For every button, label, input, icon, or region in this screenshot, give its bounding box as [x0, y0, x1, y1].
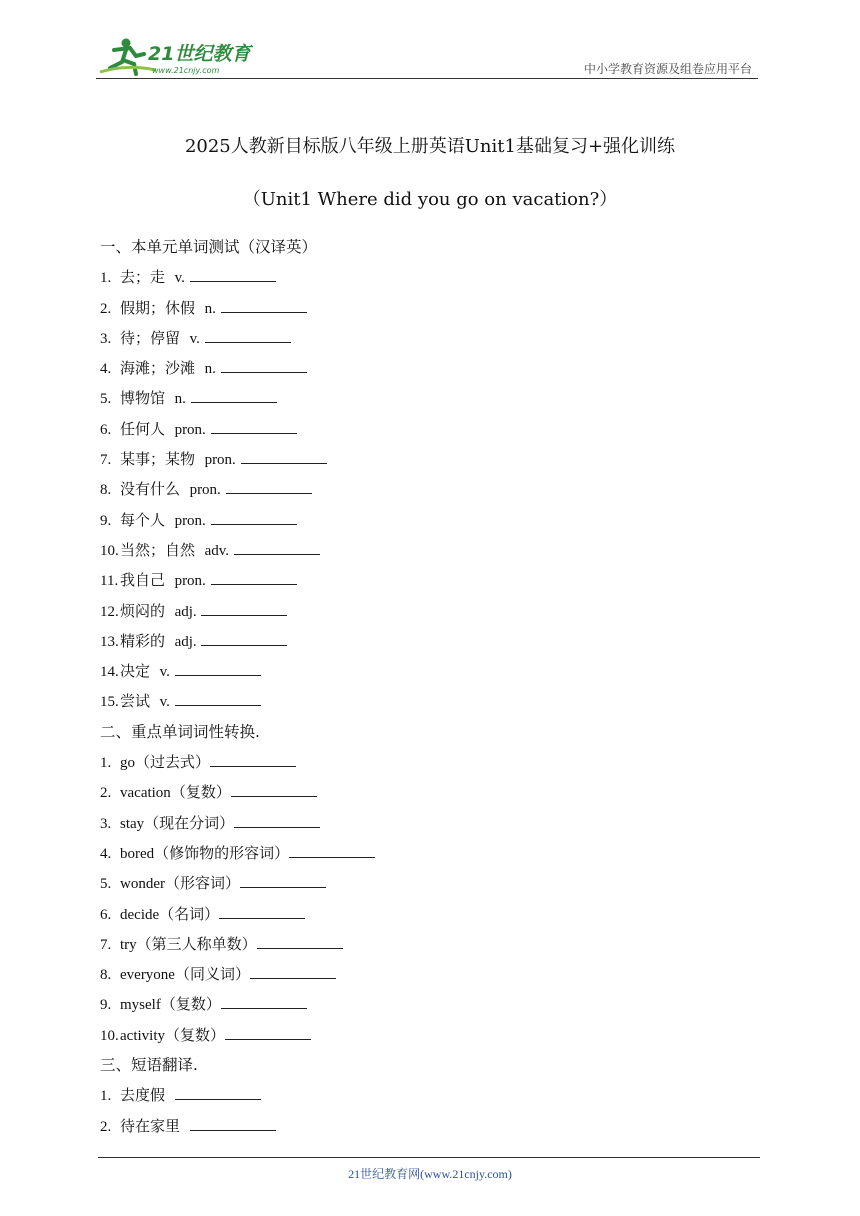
conversion-hint: （复数）	[170, 783, 231, 802]
item-number: 6.	[100, 421, 112, 438]
conversion-item	[100, 747, 740, 777]
item-number: 9.	[100, 512, 112, 529]
vocab-item	[100, 353, 740, 383]
phrase-item	[100, 1080, 740, 1110]
vocab-item	[100, 383, 740, 413]
item-number: 4.	[100, 361, 112, 378]
chinese-meaning: 没有什么	[120, 480, 181, 499]
item-number: 4.	[100, 845, 112, 862]
conversion-item	[100, 808, 740, 838]
base-word: activity	[120, 1027, 165, 1044]
page-subtitle: （Unit1 Where did you go on vacation?）	[242, 189, 618, 210]
answer-blank[interactable]	[289, 843, 375, 858]
part-of-speech: v.	[189, 330, 200, 347]
item-number: 8.	[100, 967, 112, 984]
vocab-item	[100, 414, 740, 444]
item-number: 13.	[100, 633, 119, 650]
platform-label: 中小学教育资源及组卷应用平台	[583, 62, 752, 76]
part-of-speech: pron.	[189, 482, 221, 499]
answer-blank[interactable]	[201, 601, 287, 616]
item-number: 2.	[100, 300, 112, 317]
item-number: 9.	[100, 997, 112, 1014]
page-header	[96, 30, 760, 80]
answer-blank[interactable]	[190, 1116, 276, 1131]
item-number: 1.	[100, 270, 112, 287]
logo-url-text: www.21cnjy.com	[152, 66, 220, 75]
section2-list	[100, 747, 740, 1050]
phrase-item	[100, 1111, 740, 1141]
item-number: 15.	[100, 694, 119, 711]
answer-blank[interactable]	[250, 964, 336, 979]
vocab-item	[100, 596, 740, 626]
part-of-speech: v.	[159, 694, 170, 711]
base-word: try	[120, 936, 137, 953]
conversion-hint: （过去式）	[135, 753, 211, 772]
vocab-item	[100, 505, 740, 535]
part-of-speech: pron.	[174, 573, 206, 590]
answer-blank[interactable]	[241, 449, 327, 464]
part-of-speech: pron.	[174, 421, 206, 438]
item-number: 3.	[100, 815, 112, 832]
chinese-meaning: 我自己	[120, 571, 166, 590]
answer-blank[interactable]	[175, 691, 261, 706]
conversion-item	[100, 868, 740, 898]
item-number: 1.	[100, 1088, 112, 1105]
base-word: decide	[120, 906, 160, 923]
chinese-meaning: 当然；自然	[120, 540, 196, 559]
answer-blank[interactable]	[175, 1085, 261, 1100]
part-of-speech: adj.	[174, 633, 197, 650]
item-number: 7.	[100, 452, 112, 469]
answer-blank[interactable]	[191, 388, 277, 403]
part-of-speech: v.	[159, 664, 170, 681]
item-number: 11.	[100, 573, 119, 590]
conversion-item	[100, 929, 740, 959]
item-number: 10.	[100, 542, 119, 559]
section1-list	[100, 262, 740, 716]
part-of-speech: adv.	[204, 542, 229, 559]
chinese-meaning: 尝试	[120, 692, 151, 711]
vocab-item	[100, 626, 740, 656]
item-number: 2.	[100, 785, 112, 802]
answer-blank[interactable]	[219, 904, 305, 919]
item-number: 5.	[100, 391, 112, 408]
item-number: 12.	[100, 603, 119, 620]
answer-blank[interactable]	[205, 328, 291, 343]
chinese-meaning: 烦闷的	[120, 601, 166, 620]
item-number: 6.	[100, 906, 112, 923]
answer-blank[interactable]	[240, 873, 326, 888]
part-of-speech: v.	[174, 270, 185, 287]
answer-blank[interactable]	[190, 267, 276, 282]
section2-heading: 二、重点单词词性转换.	[100, 722, 260, 741]
answer-blank[interactable]	[234, 540, 320, 555]
conversion-hint: （复数）	[160, 995, 221, 1014]
vocab-item	[100, 686, 740, 716]
item-number: 1.	[100, 755, 112, 772]
conversion-hint: （现在分词）	[144, 813, 235, 832]
part-of-speech: pron.	[174, 512, 206, 529]
section1-heading: 一、本单元单词测试（汉译英）	[100, 238, 318, 256]
answer-blank[interactable]	[211, 570, 297, 585]
header-divider	[96, 78, 758, 79]
base-word: myself	[120, 997, 161, 1014]
conversion-item	[100, 989, 740, 1019]
section3-heading: 三、短语翻译.	[100, 1056, 198, 1075]
item-number: 8.	[100, 482, 112, 499]
vocab-item	[100, 444, 740, 474]
answer-blank[interactable]	[257, 934, 343, 949]
answer-blank[interactable]	[211, 419, 297, 434]
conversion-hint: （复数）	[165, 1025, 226, 1044]
vocab-item	[100, 262, 740, 292]
vocab-item	[100, 656, 740, 686]
logo-text: 21世纪教育	[148, 43, 251, 65]
answer-blank[interactable]	[221, 358, 307, 373]
answer-blank[interactable]	[175, 661, 261, 676]
base-word: everyone	[120, 967, 175, 984]
conversion-item	[100, 1020, 740, 1050]
chinese-meaning: 每个人	[120, 510, 166, 529]
answer-blank[interactable]	[226, 479, 312, 494]
footer-divider	[98, 1157, 760, 1158]
vocab-item	[100, 474, 740, 504]
conversion-hint: （名词）	[159, 904, 220, 923]
item-number: 10.	[100, 1027, 119, 1044]
conversion-hint: （同义词）	[174, 965, 250, 984]
chinese-meaning: 精彩的	[120, 631, 166, 650]
part-of-speech: n.	[204, 361, 216, 378]
section3-list	[100, 1080, 740, 1141]
conversion-item	[100, 899, 740, 929]
chinese-meaning: 假期；休假	[120, 298, 196, 317]
vocab-item	[100, 293, 740, 323]
chinese-phrase: 待在家里	[120, 1116, 181, 1135]
conversion-item	[100, 959, 740, 989]
chinese-phrase: 去度假	[120, 1086, 166, 1105]
part-of-speech: adj.	[174, 603, 197, 620]
part-of-speech: n.	[174, 391, 186, 408]
answer-blank[interactable]	[201, 631, 287, 646]
base-word: bored	[120, 845, 155, 862]
chinese-meaning: 去；走	[120, 268, 166, 287]
page-title: 2025人教新目标版八年级上册英语Unit1基础复习+强化训练	[184, 136, 676, 157]
conversion-hint: （形容词）	[165, 874, 241, 893]
answer-blank[interactable]	[231, 782, 317, 797]
answer-blank[interactable]	[221, 298, 307, 313]
base-word: vacation	[120, 785, 171, 802]
chinese-meaning: 海滩；沙滩	[120, 359, 196, 378]
item-number: 14.	[100, 664, 119, 681]
vocab-item	[100, 565, 740, 595]
answer-blank[interactable]	[210, 752, 296, 767]
conversion-item	[100, 777, 740, 807]
chinese-meaning: 任何人	[120, 419, 166, 438]
vocab-item	[100, 535, 740, 565]
conversion-hint: （修饰物的形容词）	[154, 843, 290, 862]
part-of-speech: pron.	[204, 452, 236, 469]
footer-text: 21世纪教育网(www.21cnjy.com)	[348, 1167, 512, 1181]
chinese-meaning: 待；停留	[120, 328, 181, 347]
item-number: 5.	[100, 876, 112, 893]
chinese-meaning: 某事；某物	[120, 450, 196, 469]
conversion-hint: （第三人称单数）	[136, 934, 257, 953]
part-of-speech: n.	[204, 300, 216, 317]
answer-blank[interactable]	[234, 813, 320, 828]
answer-blank[interactable]	[225, 1025, 311, 1040]
conversion-item	[100, 838, 740, 868]
item-number: 2.	[100, 1118, 112, 1135]
answer-blank[interactable]	[211, 510, 297, 525]
chinese-meaning: 博物馆	[120, 389, 166, 408]
base-word: stay	[120, 815, 145, 832]
base-word: wonder	[120, 876, 165, 893]
chinese-meaning: 决定	[120, 662, 151, 681]
logo-21cnjy	[96, 34, 266, 78]
vocab-item	[100, 323, 740, 353]
item-number: 3.	[100, 330, 112, 347]
base-word: go	[120, 755, 135, 772]
item-number: 7.	[100, 936, 112, 953]
worksheet-content	[100, 232, 740, 1141]
answer-blank[interactable]	[221, 994, 307, 1009]
